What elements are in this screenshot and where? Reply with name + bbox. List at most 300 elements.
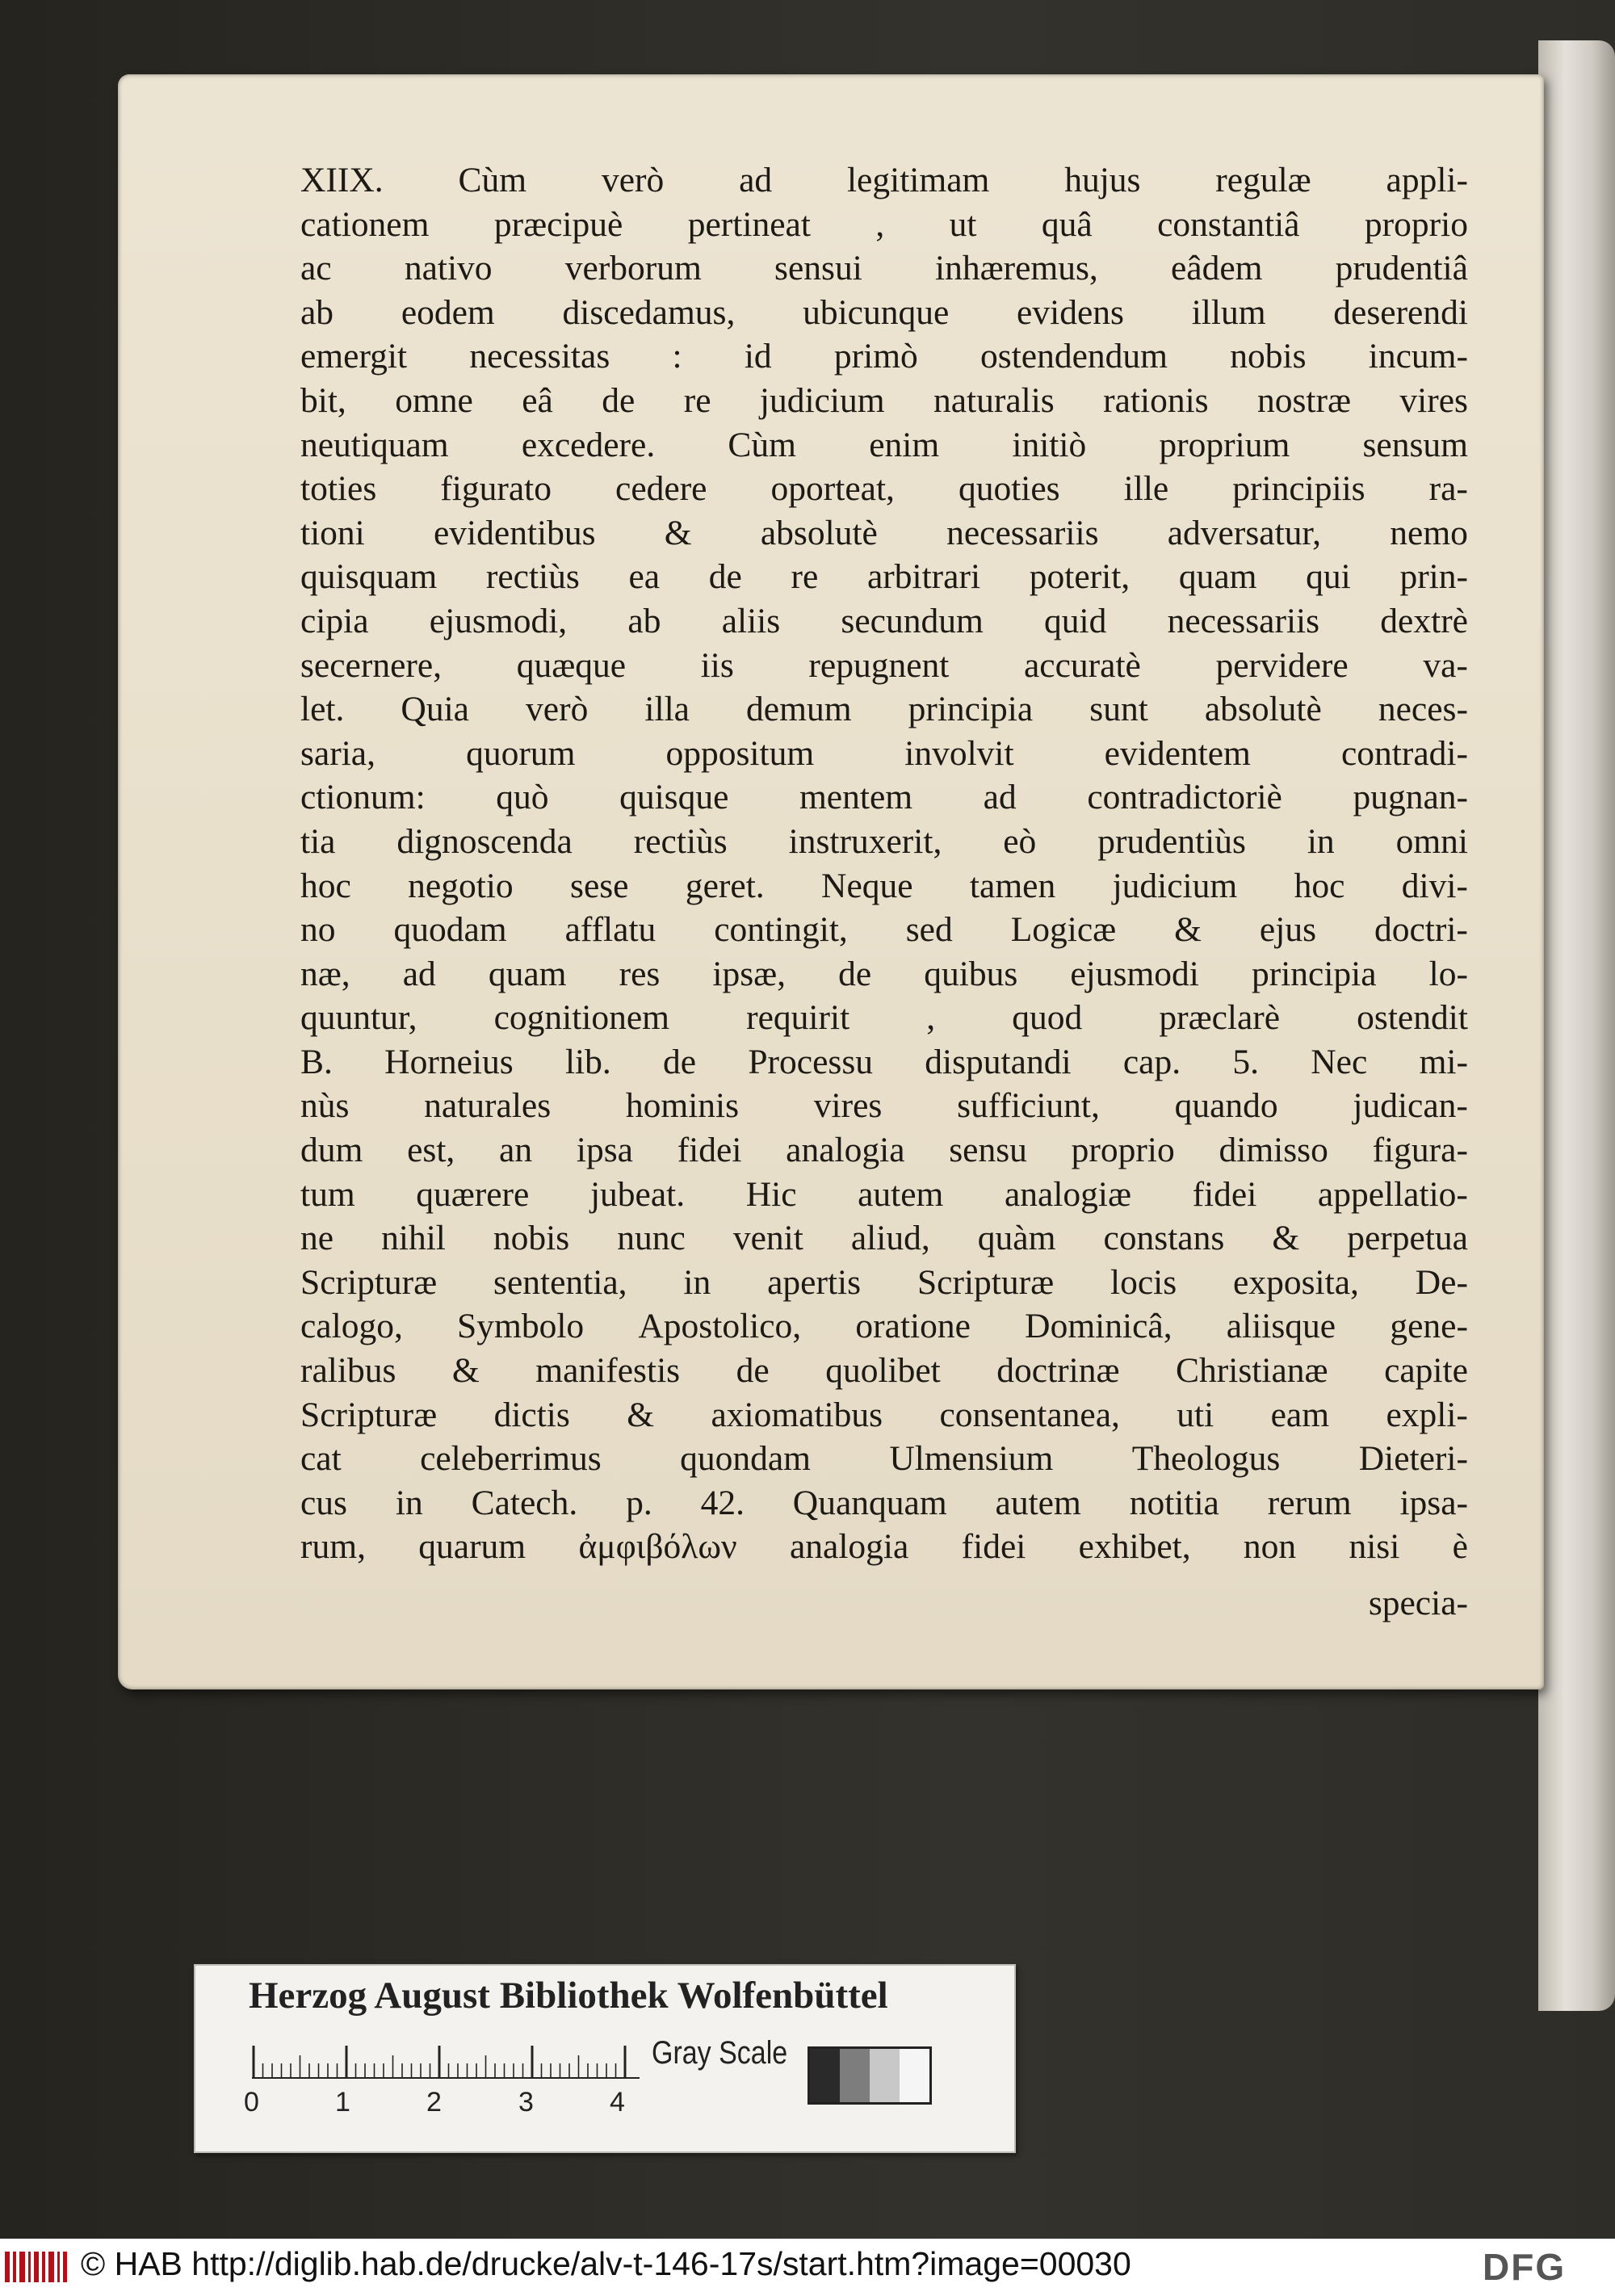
word: illa: [644, 690, 690, 729]
word: quarum: [418, 1527, 526, 1567]
word: enim: [869, 425, 940, 464]
word: Catech.: [471, 1483, 578, 1522]
text-line: [300, 1481, 1468, 1526]
word: fidei: [961, 1527, 1026, 1567]
word: prudentiùs: [1097, 821, 1246, 861]
text-line: [300, 379, 1468, 423]
word: qui: [1306, 557, 1351, 597]
word: an: [499, 1131, 533, 1170]
word: doctri-: [1374, 910, 1468, 950]
word: neces-: [1378, 690, 1468, 729]
word: consentanea,: [939, 1395, 1120, 1434]
text-line: [300, 775, 1468, 820]
word: id: [744, 337, 772, 376]
word: ἀμφιβόλων: [578, 1527, 737, 1567]
word: :: [672, 337, 682, 376]
footer-bar: [0, 2239, 1615, 2296]
word: ad: [739, 161, 773, 199]
word: perpetua: [1347, 1219, 1468, 1258]
word: principia: [1251, 954, 1377, 993]
word: autem: [858, 1174, 944, 1214]
word: Neque: [821, 866, 913, 905]
word: vires: [1399, 380, 1468, 420]
word: bit,: [300, 380, 346, 420]
word: quâ: [1041, 204, 1093, 244]
word: quò: [496, 778, 549, 817]
catchword: specia-: [1368, 1584, 1468, 1622]
word: ipsæ,: [712, 954, 787, 993]
word: eò: [1003, 821, 1037, 861]
word: Dieteri-: [1358, 1439, 1468, 1479]
word: Horneius: [384, 1042, 514, 1081]
word: instruxerit,: [788, 821, 942, 861]
word: nihil: [381, 1219, 446, 1258]
text-line: [300, 687, 1468, 732]
word: quàm: [977, 1219, 1056, 1258]
word: nisi: [1349, 1527, 1400, 1567]
word: negotio: [408, 866, 514, 905]
word: quisque: [619, 778, 729, 817]
word: tamen: [969, 866, 1056, 905]
ruler-number: 2: [426, 2087, 442, 2118]
text-line: [300, 820, 1468, 864]
word: evidentem: [1104, 733, 1251, 773]
text-line: [300, 864, 1468, 909]
word: in: [395, 1483, 423, 1522]
word: de: [736, 1351, 770, 1391]
source-link[interactable]: © HAB http://diglib.hab.de/drucke/alv-t-146-17s/start.htm?image=00030: [81, 2245, 1131, 2282]
word: de: [708, 557, 742, 597]
word: venit: [732, 1219, 803, 1258]
word: quisquam: [300, 557, 438, 597]
word: quam: [1178, 557, 1257, 597]
word: disputandi: [925, 1042, 1072, 1081]
word: prudentiâ: [1335, 249, 1468, 288]
word: dextrè: [1380, 601, 1468, 640]
word: tum: [300, 1174, 355, 1214]
word: ejusmodi,: [429, 601, 568, 640]
word: Scripturæ: [300, 1395, 438, 1434]
word: res: [619, 954, 661, 993]
word: calogo,: [300, 1307, 403, 1346]
text-line: [300, 1437, 1468, 1481]
word: vires: [813, 1086, 883, 1126]
word: excedere.: [521, 425, 656, 464]
word: &: [627, 1395, 655, 1434]
word: celeberrimus: [420, 1439, 602, 1479]
text-line: [300, 511, 1468, 556]
word: analogia: [789, 1527, 909, 1567]
word: ,: [926, 998, 936, 1038]
word: sensui: [774, 249, 862, 288]
word: sententia,: [493, 1262, 627, 1302]
word: 5.: [1232, 1042, 1259, 1081]
word: ostendendum: [980, 337, 1168, 376]
word: quondam: [680, 1439, 811, 1479]
word: de: [838, 954, 872, 993]
word: jubeat.: [589, 1174, 686, 1214]
word: dictis: [493, 1395, 570, 1434]
word: Cùm: [458, 161, 527, 199]
word: cipia: [300, 601, 369, 640]
word: re: [791, 557, 819, 597]
word: fidei: [1192, 1174, 1257, 1214]
word: analogia: [786, 1131, 905, 1170]
dfg-logo: DFG: [1483, 2246, 1567, 2288]
word: legitimam: [846, 161, 990, 199]
word: quolibet: [825, 1351, 941, 1391]
text-line: [300, 291, 1468, 335]
word: næ,: [300, 954, 350, 993]
word: quæque: [516, 645, 627, 685]
word: axiomatibus: [711, 1395, 883, 1434]
word: discedamus,: [562, 292, 736, 332]
word: proprio: [1364, 204, 1468, 244]
text-line: [300, 644, 1468, 688]
word: verborum: [564, 249, 702, 288]
word: illum: [1191, 292, 1266, 332]
word: deserendi: [1333, 292, 1468, 332]
word: ad: [402, 954, 436, 993]
text-line: [300, 996, 1468, 1040]
word: quuntur,: [300, 998, 417, 1038]
word: ra-: [1428, 469, 1468, 509]
word: principiis: [1232, 469, 1365, 509]
text-line: [300, 1349, 1468, 1393]
word: divi-: [1401, 866, 1468, 905]
word: &: [451, 1351, 480, 1391]
word: quibus: [924, 954, 1018, 993]
word: ipsa: [576, 1131, 633, 1170]
word: Christianæ: [1176, 1351, 1328, 1391]
word: quoties: [958, 469, 1060, 509]
word: va-: [1423, 645, 1468, 685]
word: rectiùs: [633, 821, 728, 861]
word: contingit,: [714, 910, 848, 950]
text-line: [300, 555, 1468, 599]
text-line: [300, 952, 1468, 997]
barcode-logo-icon: [5, 2248, 68, 2286]
word: let.: [300, 690, 345, 729]
word: secundum: [841, 601, 984, 640]
library-name: Herzog August Bibliothek Wolfenbüttel: [249, 1975, 888, 2017]
word: fidei: [677, 1131, 742, 1170]
word: cat: [300, 1439, 342, 1479]
word: Cùm: [728, 425, 797, 464]
word: præcipuè: [493, 204, 623, 244]
word: appellatio-: [1317, 1174, 1468, 1214]
ruler-icon: [252, 2043, 720, 2079]
word: appli-: [1386, 161, 1468, 199]
word: quodam: [393, 910, 507, 950]
ruler-numbers: [244, 2087, 728, 2119]
word: Scripturæ: [917, 1262, 1055, 1302]
word: ea: [628, 557, 661, 597]
word: absolutè: [1204, 690, 1322, 729]
word: incum-: [1368, 337, 1468, 376]
ruler-number: 4: [610, 2087, 625, 2118]
word: quando: [1174, 1086, 1278, 1126]
word: hoc: [300, 866, 351, 905]
word: ,: [875, 204, 885, 244]
gray-swatch: [810, 2049, 840, 2102]
word: eâ: [522, 380, 553, 420]
gray-swatch: [900, 2049, 929, 2102]
word: ut: [949, 204, 977, 244]
word: &: [1272, 1219, 1300, 1258]
word: quid: [1044, 601, 1107, 640]
word: cationem: [300, 204, 430, 244]
word: rationis: [1103, 380, 1209, 420]
word: judicium: [1112, 866, 1238, 905]
word: initiò: [1012, 425, 1087, 464]
word: sese: [570, 866, 629, 905]
word: oratione: [855, 1307, 971, 1346]
word: rerum: [1267, 1483, 1352, 1522]
text-line: [300, 1216, 1468, 1261]
word: ad: [983, 778, 1017, 817]
word: regulæ: [1215, 161, 1311, 199]
word: exhibet,: [1078, 1527, 1191, 1567]
word: geret.: [685, 866, 765, 905]
word: repugnent: [808, 645, 950, 685]
text-line: [300, 423, 1468, 468]
word: verò: [601, 161, 665, 199]
word: Symbolo: [457, 1307, 585, 1346]
word: Scripturæ: [300, 1262, 438, 1302]
word: Ulmensium: [889, 1439, 1054, 1479]
word: Apostolico,: [638, 1307, 802, 1346]
text-line: [300, 158, 1468, 203]
word: omne: [395, 380, 473, 420]
word: nativo: [404, 249, 493, 288]
word: emergit: [300, 337, 408, 376]
text-line: [300, 1040, 1468, 1085]
word: Dominicâ,: [1025, 1307, 1172, 1346]
word: figurato: [440, 469, 552, 509]
text-line: [300, 1525, 1468, 1569]
word: demum: [746, 690, 852, 729]
word: figura-: [1372, 1131, 1468, 1170]
word: ille: [1123, 469, 1169, 509]
text-line: [300, 732, 1468, 776]
word: Theologus: [1131, 1439, 1281, 1479]
word: pervidere: [1215, 645, 1349, 685]
word: iis: [700, 645, 734, 685]
word: hujus: [1064, 161, 1141, 199]
word: exposita,: [1233, 1262, 1359, 1302]
text-line: [300, 1393, 1468, 1438]
word: sensu: [949, 1131, 1027, 1170]
text-line: [300, 1173, 1468, 1217]
word: inhæremus,: [934, 249, 1098, 288]
gray-scale-label: Gray Scale: [652, 2035, 788, 2071]
word: eâdem: [1170, 249, 1263, 288]
word: accuratè: [1024, 645, 1141, 685]
word: verò: [526, 690, 589, 729]
word: mentem: [799, 778, 913, 817]
word: ostendit: [1357, 998, 1468, 1038]
word: Nec: [1311, 1042, 1368, 1081]
word: capite: [1384, 1351, 1468, 1391]
word: dum: [300, 1131, 363, 1170]
word: &: [1174, 910, 1202, 950]
word: re: [683, 380, 711, 420]
word: Quia: [401, 690, 469, 729]
word: principia: [908, 690, 1034, 729]
word: autem: [995, 1483, 1081, 1522]
word: manifestis: [535, 1351, 681, 1391]
word: locis: [1110, 1262, 1177, 1302]
word: mi-: [1419, 1042, 1468, 1081]
calibration-card: [194, 1964, 1016, 2153]
word: gene-: [1390, 1307, 1468, 1346]
word: doctrinæ: [996, 1351, 1120, 1391]
text-line: [300, 1261, 1468, 1305]
word: proprio: [1071, 1131, 1175, 1170]
word: aliud,: [850, 1219, 930, 1258]
word: pugnan-: [1353, 778, 1468, 817]
word: quam: [488, 954, 567, 993]
word: de: [663, 1042, 697, 1081]
text-line: [300, 908, 1468, 952]
word: cedere: [615, 469, 707, 509]
word: ne: [300, 1219, 334, 1258]
word: evidentibus: [434, 513, 596, 552]
word: involvit: [904, 733, 1014, 773]
word: primò: [833, 337, 918, 376]
word: nemo: [1390, 513, 1468, 552]
word: p.: [626, 1483, 652, 1522]
word: tioni: [300, 513, 365, 552]
word: absolutè: [760, 513, 878, 552]
word: naturalis: [933, 380, 1055, 420]
word: cus: [300, 1483, 347, 1522]
word: contradictoriè: [1087, 778, 1282, 817]
word: poterit,: [1029, 557, 1130, 597]
word: rectiùs: [485, 557, 580, 597]
word: Processu: [748, 1042, 874, 1081]
text-line: [300, 599, 1468, 644]
ruler-number: 1: [335, 2087, 350, 2118]
word: evidens: [1017, 292, 1124, 332]
word: hoc: [1294, 866, 1345, 905]
word: ejusmodi: [1070, 954, 1199, 993]
word: sunt: [1089, 690, 1148, 729]
word: aliis: [721, 601, 781, 640]
page-text: [300, 158, 1468, 1569]
word: toties: [300, 469, 377, 509]
word: ab: [627, 601, 661, 640]
word: afflatu: [564, 910, 656, 950]
word: dimisso: [1219, 1131, 1328, 1170]
word: necessitas: [469, 337, 610, 376]
word: constantiâ: [1157, 204, 1300, 244]
word: nùs: [300, 1086, 350, 1126]
book-block-edge: [1538, 40, 1615, 2011]
text-line: [300, 1304, 1468, 1349]
gray-swatch: [840, 2049, 870, 2102]
word: 42.: [700, 1483, 745, 1522]
ruler-number: 3: [518, 2087, 534, 2118]
catchword-row: [300, 1583, 1468, 1627]
word: quærere: [416, 1174, 530, 1214]
word: sufficiunt,: [957, 1086, 1100, 1126]
text-line: [300, 334, 1468, 379]
word: proprium: [1159, 425, 1290, 464]
word: de: [602, 380, 636, 420]
word: necessariis: [946, 513, 1099, 552]
word: ipsa-: [1399, 1483, 1468, 1522]
word: neutiquam: [300, 425, 449, 464]
text-line: [300, 467, 1468, 511]
word: notitia: [1129, 1483, 1219, 1522]
text-line: [300, 246, 1468, 291]
word: Logicæ: [1010, 910, 1117, 950]
word: in: [683, 1262, 711, 1302]
word: ralibus: [300, 1351, 396, 1391]
word: quod: [1012, 998, 1083, 1038]
word: &: [664, 513, 692, 552]
word: oporteat,: [770, 469, 895, 509]
word: ac: [300, 249, 332, 288]
word: Hic: [745, 1174, 797, 1214]
word: requirit: [746, 998, 850, 1038]
word: rum,: [300, 1527, 366, 1567]
word: est,: [407, 1131, 455, 1170]
word: non: [1243, 1527, 1297, 1567]
text-line: [300, 1128, 1468, 1173]
word: ab: [300, 292, 334, 332]
word: prin-: [1399, 557, 1468, 597]
word: aliisque: [1226, 1307, 1336, 1346]
word: omni: [1395, 821, 1468, 861]
word: contradi-: [1340, 733, 1468, 773]
word: eam: [1270, 1395, 1330, 1434]
word: saria,: [300, 733, 375, 773]
word: nobis: [493, 1219, 570, 1258]
word: judicium: [759, 380, 885, 420]
word: cognitionem: [493, 998, 670, 1038]
gray-scale-swatch: [808, 2046, 932, 2105]
word: apertis: [767, 1262, 862, 1302]
word: B.: [300, 1042, 333, 1081]
word: sensum: [1362, 425, 1468, 464]
word: ubicunque: [803, 292, 950, 332]
word: XIIX.: [300, 161, 384, 199]
word: arbitrari: [866, 557, 981, 597]
word: secernere,: [300, 645, 443, 685]
word: è: [1452, 1527, 1468, 1567]
word: ctionum:: [300, 778, 426, 817]
word: eodem: [401, 292, 495, 332]
word: oppositum: [665, 733, 815, 773]
word: lib.: [564, 1042, 611, 1081]
word: Quanquam: [792, 1483, 947, 1522]
word: no: [300, 910, 336, 950]
word: sed: [905, 910, 953, 950]
word: judican-: [1353, 1086, 1468, 1126]
word: analogiæ: [1004, 1174, 1132, 1214]
word: pertineat: [687, 204, 811, 244]
word: adversatur,: [1167, 513, 1322, 552]
word: expli-: [1386, 1395, 1468, 1434]
word: uti: [1177, 1395, 1214, 1434]
word: cap.: [1122, 1042, 1181, 1081]
word: nobis: [1230, 337, 1307, 376]
word: tia: [300, 821, 336, 861]
word: ejus: [1259, 910, 1316, 950]
